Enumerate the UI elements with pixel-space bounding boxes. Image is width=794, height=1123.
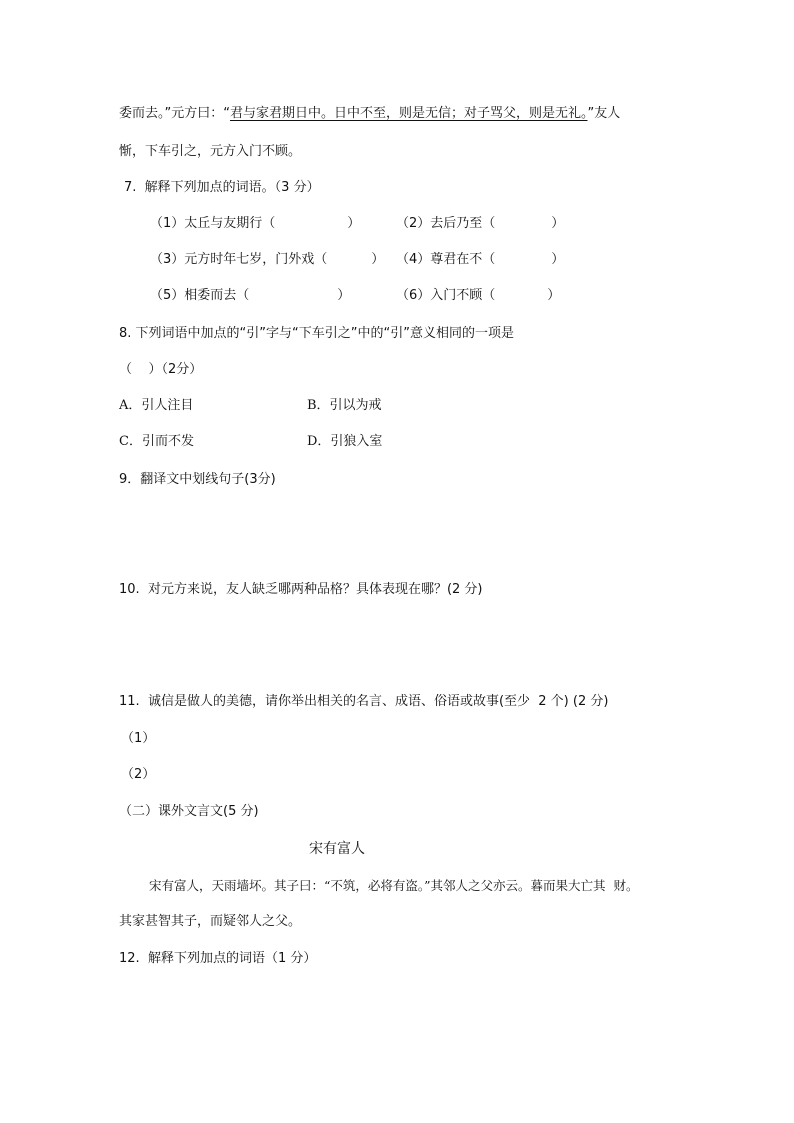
q8-option-b[interactable]: B．引以为戒 — [307, 398, 382, 413]
passage-line-2: 惭，下车引之，元方入门不顾。 — [119, 144, 302, 159]
underlined-sentence: 君与家君期日中。日中不至，则是无信；对子骂父，则是无礼。 — [229, 106, 588, 121]
q8-option-a[interactable]: A．引人注目 — [119, 398, 194, 413]
q7-item-5-label: （5）相委而去（ — [150, 288, 250, 303]
q7-item-6-label: （6）入门不顾（ — [396, 288, 496, 303]
q11-text: 11. 诚信是做人的美德，请你举出相关的名言、成语、俗语或故事(至少 2 个) (2 分) — [119, 694, 609, 709]
q7-item-2-label: （2）去后乃至（ — [396, 216, 496, 231]
q7-item-1-close: ） — [347, 216, 361, 231]
q7-item-4-close: ） — [551, 252, 565, 267]
q12-text: 12. 解释下列加点的词语（1 分） — [119, 951, 317, 966]
q7-item-4 — [396, 251, 564, 269]
passage-line-1-post: ”友人 — [587, 106, 621, 121]
q11-sub-1: （1） — [121, 731, 156, 746]
q7-item-3-close: ） — [371, 252, 385, 267]
passage-body-line-1: 宋有富人，天雨墙坏。其子曰：“不筑，必将有盗。”其邻人之父亦云。暮而果大亡其 财。 — [149, 878, 639, 893]
q7-item-3-label: （3）元方时年七岁，门外戏（ — [150, 252, 328, 267]
q7-item-1-label: （1）太丘与友期行（ — [150, 216, 276, 231]
passage-line-1 — [119, 105, 620, 123]
passage-body-line-2: 其家甚智其子，而疑邻人之父。 — [119, 914, 302, 929]
q8-header: 8. 下列词语中加点的“引”字与“下车引之”中的“引”意义相同的一项是 — [119, 326, 514, 341]
q8-option-d[interactable]: D．引狼入室 — [307, 434, 383, 449]
q7-item-3 — [150, 251, 384, 269]
section-2-heading: （二）课外文言文(5 分) — [119, 804, 259, 819]
q8-score: （ ）（2分） — [119, 362, 203, 377]
q10-text: 10. 对元方来说，友人缺乏哪两种品格？具体表现在哪？(2 分) — [119, 582, 483, 597]
q7-item-2 — [396, 215, 564, 233]
q7-item-1 — [150, 215, 360, 233]
q9-text: 9．翻译文中划线句子(3分) — [119, 472, 276, 487]
q11-sub-2: （2） — [121, 767, 156, 782]
q8-option-c[interactable]: C．引而不发 — [119, 434, 194, 449]
q7-item-2-close: ） — [551, 216, 565, 231]
q7-item-6-close: ） — [547, 288, 561, 303]
q7-item-5 — [150, 287, 350, 305]
q7-item-5-close: ） — [337, 288, 351, 303]
q7-item-6 — [396, 287, 560, 305]
q7-header: 7. 解释下列加点的词语。（3 分） — [124, 180, 320, 195]
passage-line-1-pre: 委而去。”元方曰：“ — [119, 106, 230, 121]
q7-item-4-label: （4）尊君在不（ — [396, 252, 496, 267]
passage-title: 宋有富人 — [309, 841, 365, 857]
